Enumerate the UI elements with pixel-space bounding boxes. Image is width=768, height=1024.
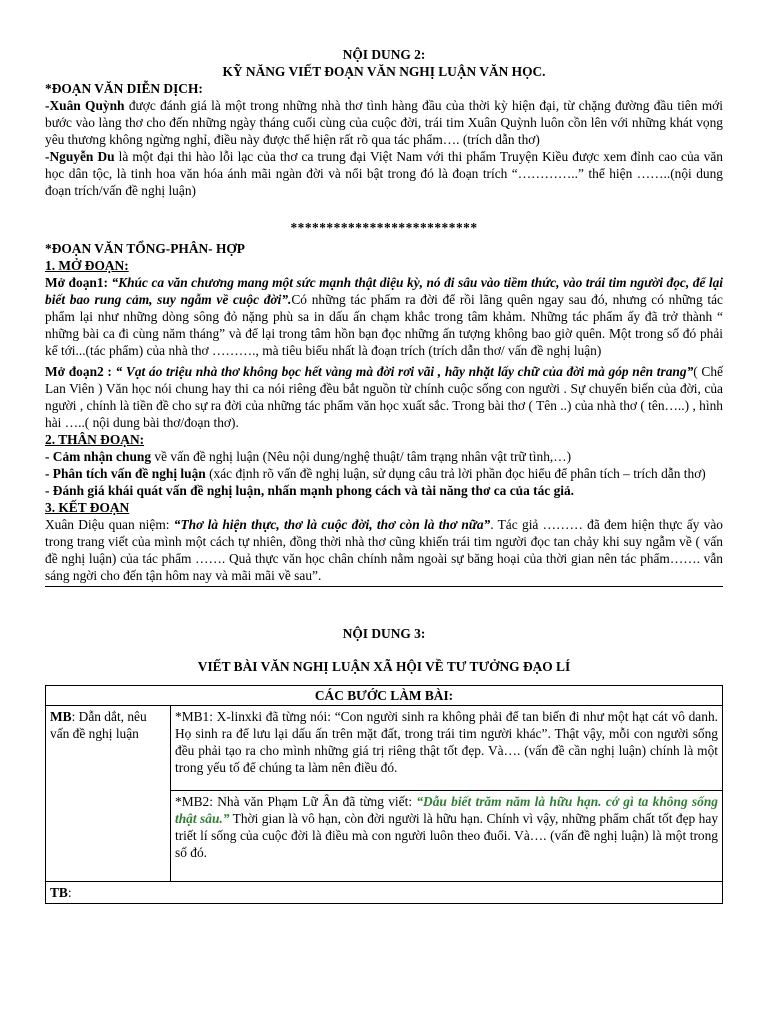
author-name: -Xuân Quỳnh <box>45 98 125 113</box>
mb-label: MB <box>50 709 72 724</box>
tb-colon: : <box>67 885 72 900</box>
tb-cell <box>46 882 723 904</box>
body-point-2-text: (xác định rõ vấn đề nghị luận, sử dụng câu trả lời phần đọc hiểu để phân tích – trích dẫn thơ) <box>205 466 706 481</box>
table-row <box>46 882 723 904</box>
intro-1-text: Có những tác phẩm ra đời để rồi lãng quên ngay sau đó, nhưng có những tác phẩm lại như những dòng sông đỏ nặng phù sa in dấu ấn chạm khắc trong tâm khảm. Những tác phẩm ấy đã trở thành “ những bài ca đi cùng năm tháng” và để lại trong tâm hồn bạn đọc những ấn tượng không bao giờ quên. Một trong số đó phải kể tới...(tác phẩm) của nhà thơ ………., mà tiêu biểu nhất là đoạn trích (trích dẫn thơ/ vấn đề nghị luận) <box>45 292 723 358</box>
intro-paragraph-1 <box>45 274 723 359</box>
mb2-text: Thời gian là vô hạn, còn đời người là hữu hạn. Chính vì vậy, những phẩm chất tốt đẹp hay triết lí sống của cuộc đời là điều mà con người luôn theo đuổi. Và…. (vấn đề nghị luận) là một trong số đó. <box>175 811 719 860</box>
deductive-heading: *ĐOẠN VĂN DIỄN DỊCH: <box>45 81 203 96</box>
body-point-2-label: - Phân tích vấn đề nghị luận <box>45 466 206 481</box>
conclusion-heading: 3. KẾT ĐOẠN <box>45 500 130 515</box>
steps-table <box>45 685 723 904</box>
table-row <box>46 706 723 791</box>
body-point-1-text: về vấn đề nghị luận (Nêu nội dung/nghệ thuật/ tâm trạng nhân vật trữ tình,…) <box>151 449 572 464</box>
separator-stars: ************************** <box>290 220 478 235</box>
paragraph-text: được đánh giá là một trong những nhà thơ tình hàng đầu của thời kỳ hiện đại, từ chặng đường đầu tiên mới bước vào làng thơ cho đến những ngày tháng cuối cùng của cuộc đời, trái tim Xuân Quỳnh luôn cồn lên với những khát vọng yêu thương không ngừng nghỉ, điều này được thể hiện rất rõ qua tác phẩm…. (trích dẫn thơ) <box>45 98 723 147</box>
mb2-quote: “Dẫu biết trăm năm là hữu hạn. cớ gì ta không sống thật sâu.” <box>175 794 718 826</box>
intro-2-text: ( Chế Lan Viên ) Văn học nói chung hay thi ca nói riêng đều bắt nguồn từ chính cuộc sống con người . Sự chuyển biến của đời, của người , chính là tiền đề cho sự ra đời của những tác phẩm văn học xuất sắc. Trong bài thơ ( Tên ..) của nhà thơ ( tên…..) , hình hài …..( nội dung bài thơ/đoạn thơ). <box>45 364 723 430</box>
conclusion-pre: Xuân Diệu quan niệm: <box>45 517 174 532</box>
section3-title: VIẾT BÀI VĂN NGHỊ LUẬN XÃ HỘI VỀ TƯ TƯỞNG ĐẠO LÍ <box>197 659 571 674</box>
mb2-pre: *MB2: Nhà văn Phạm Lữ Ân đã từng viết: <box>175 794 417 809</box>
body-heading: 2. THÂN ĐOẠN: <box>45 432 145 447</box>
intro-2-label: Mở đoạn2 : <box>45 364 116 379</box>
deductive-paragraph-2 <box>45 148 723 199</box>
tb-label: TB <box>50 885 68 900</box>
intro-1-quote: “Khúc ca văn chương mang một sức mạnh thật diệu kỳ, nó đi sâu vào tiềm thức, vào trái tim người đọc, để lại biết bao rung cảm, suy ngẫm về cuộc đời”. <box>45 275 723 307</box>
paragraph-text: là một đại thi hào lỗi lạc của thơ ca trung đại Việt Nam với thi phẩm Truyện Kiều được xem đỉnh cao của văn học dân tộc, là tinh hoa văn hóa ánh mãi ngàn đời và nổi bật trong đó là đoạn trích “…………..” thể hiện ……..(nội dung đoạn trích/vấn đề nghị luận) <box>45 149 723 198</box>
author-name: -Nguyễn Du <box>45 149 115 164</box>
conclusion-paragraph <box>45 516 723 587</box>
body-point-1 <box>45 448 723 465</box>
body-point-3: - Đánh giá khái quát vấn đề nghị luận, nhấn mạnh phong cách và tài năng thơ ca của tác giả. <box>45 483 575 498</box>
intro-1-label: Mở đoạn1: <box>45 275 112 290</box>
conclusion-text: . Tác giả ……… đã đem hiện thực ấy vào trong trang viết của mình một cách tự nhiên, đồng thời nhà thơ cũng khiến trái tim người đọc tan chảy khi suy ngẫm về ( vấn đề nghị luận) của tác phẩm ……. Quả thực văn học chân chính nằm ngoài sự băng hoại của thời gian nên tác phẩm……. vẫn sáng ngời cho đến tận hôm nay và mãi mãi về sau”. <box>45 517 723 583</box>
table-header: CÁC BƯỚC LÀM BÀI: <box>46 686 723 706</box>
section3-heading: NỘI DUNG 3: <box>342 626 426 641</box>
intro-paragraph-2 <box>45 363 723 431</box>
body-point-1-label: - Cảm nhận chung <box>45 449 152 464</box>
intro-2-quote: “ Vạt áo triệu nhà thơ không bọc hết vàng mà đời rơi vãi , hãy nhặt lấy chữ của đời mà góp nên trang” <box>115 364 694 379</box>
mb1-cell: *MB1: X-linxki đã từng nói: “Con người sinh ra không phải để tan biến đi như một hạt cát vô danh. Họ sinh ra để lưu lại dấu ấn trên mặt đất, trong trái tim người khác”. Thật vậy, mỗi con người sống đều phải tạo ra cho mình những giá trị riêng thật tốt đẹp. Và…. (vấn đề cần nghị luận) chính là một trong yếu tố để chúng ta làm nên điều đó. <box>171 706 723 791</box>
deductive-paragraph-1 <box>45 97 723 148</box>
table-header-row <box>46 686 723 706</box>
conclusion-quote: “Thơ là hiện thực, thơ là cuộc đời, thơ còn là thơ nữa” <box>173 517 491 532</box>
intro-heading: 1. MỞ ĐOẠN: <box>45 258 129 273</box>
mb2-cell <box>171 791 723 882</box>
mb-cell <box>46 706 171 882</box>
section2-heading: NỘI DUNG 2: <box>342 47 426 62</box>
body-point-2 <box>45 465 723 482</box>
synthesis-heading: *ĐOẠN VĂN TỔNG-PHÂN- HỢP <box>45 241 245 256</box>
section2-title: KỸ NĂNG VIẾT ĐOẠN VĂN NGHỊ LUẬN VĂN HỌC. <box>222 64 546 79</box>
mb-desc: : Dẫn dắt, nêu vấn đề nghị luận <box>50 709 147 741</box>
